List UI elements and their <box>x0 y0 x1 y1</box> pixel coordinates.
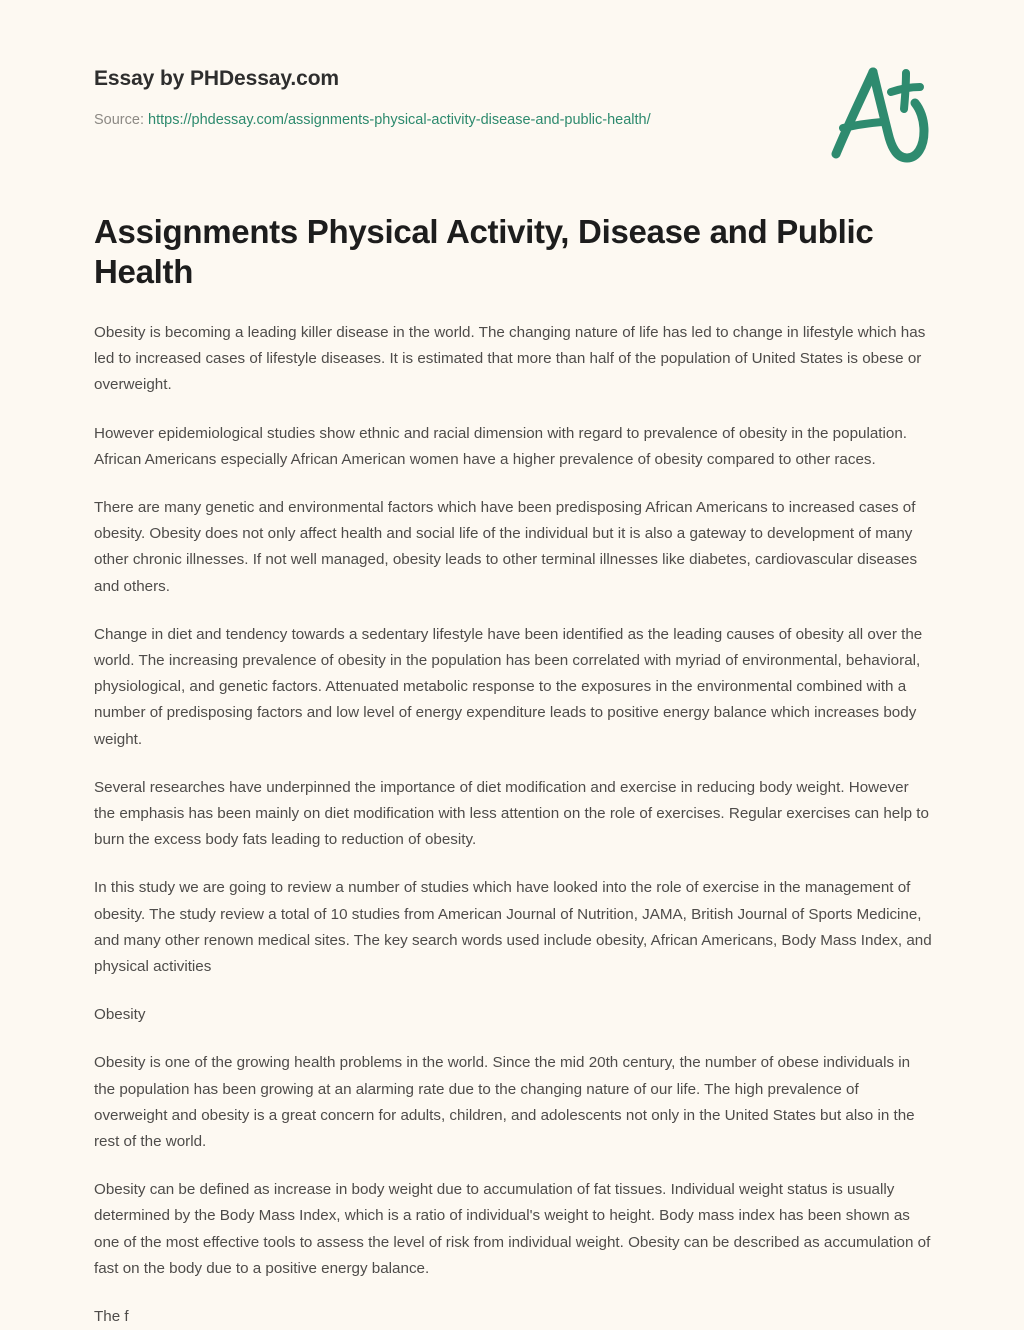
article-body <box>94 212 932 1330</box>
brand-title: Essay by PHDessay.com <box>94 67 339 90</box>
page-header <box>0 0 1024 185</box>
page-title: Assignments Physical Activity, Disease and Public Health <box>94 213 874 290</box>
a-plus-logo-icon <box>812 55 942 175</box>
paragraph: Obesity is one of the growing health problems in the world. Since the mid 20th century, the number of obese individuals in the population has been growing at an alarming rate due to the changing nature of our life. The high prevalence of overweight and obesity is a great concern for adults, children, and adolescents not only in the United States but also in the rest of the world. <box>94 1054 915 1151</box>
paragraph: Several researches have underpinned the importance of diet modification and exercise in reducing body weight. However the emphasis has been mainly on diet modification with less attention on the role of exercises. Regular exercises can help to burn the excess body fats leading to reduction of obesity. <box>94 778 929 849</box>
paragraph: In this study we are going to review a number of studies which have looked into the role of exercise in the management of obesity. The study review a total of 10 studies from American Journal of Nutrition, JAMA, British Journal of Sports Medicine, and many other renown medical sites. The key search words used include obesity, African Americans, Body Mass Index, and physical activities <box>94 879 932 976</box>
source-line <box>94 110 651 130</box>
paragraph: However epidemiological studies show ethnic and racial dimension with regard to prevalence of obesity in the population. African Americans especially African American women have a higher prevalence of obesity compared to other races. <box>94 424 907 468</box>
section-heading-obesity: Obesity <box>94 1006 146 1024</box>
source-label: Source: <box>94 112 144 128</box>
phdessay-logo[interactable] <box>812 55 942 175</box>
paragraph: Change in diet and tendency towards a sedentary lifestyle have been identified as the leading causes of obesity all over the world. The increasing prevalence of obesity in the population has been correlated with myriad of environmental, behavioral, physiological, and genetic factors. Attenuated metabolic response to the exposures in the environmental combined with a number of predisposing factors and low level of energy expenditure leads to positive energy balance which increases body weight. <box>94 625 923 748</box>
paragraph: Obesity is becoming a leading killer disease in the world. The changing nature of life has led to change in lifestyle which has led to increased cases of lifestyle diseases. It is estimated that more than half of the population of United States is obese or overweight. <box>94 324 926 394</box>
header-text-block <box>94 66 651 130</box>
source-url-link[interactable]: https://phdessay.com/assignments-physical-activity-disease-and-public-health/ <box>148 112 651 128</box>
paragraph: There are many genetic and environmental factors which have been predisposing African Americans to increased cases of obesity. Obesity does not only affect health and social life of the individual but it is also a gateway to development of many other chronic illnesses. If not well managed, obesity leads to other terminal illnesses like diabetes, cardiovascular diseases and others. <box>94 499 918 595</box>
paragraph: Obesity can be defined as increase in body weight due to accumulation of fat tissues. Individual weight status is usually determined by the Body Mass Index, which is a ratio of individual's weight to height. Body mass index has been shown as one of the most effective tools to assess the level of risk from individual weight. Obesity can be described as accumulation of fast on the body due to a positive energy balance. <box>94 1181 931 1277</box>
paragraph-truncated: The f <box>94 1308 129 1326</box>
